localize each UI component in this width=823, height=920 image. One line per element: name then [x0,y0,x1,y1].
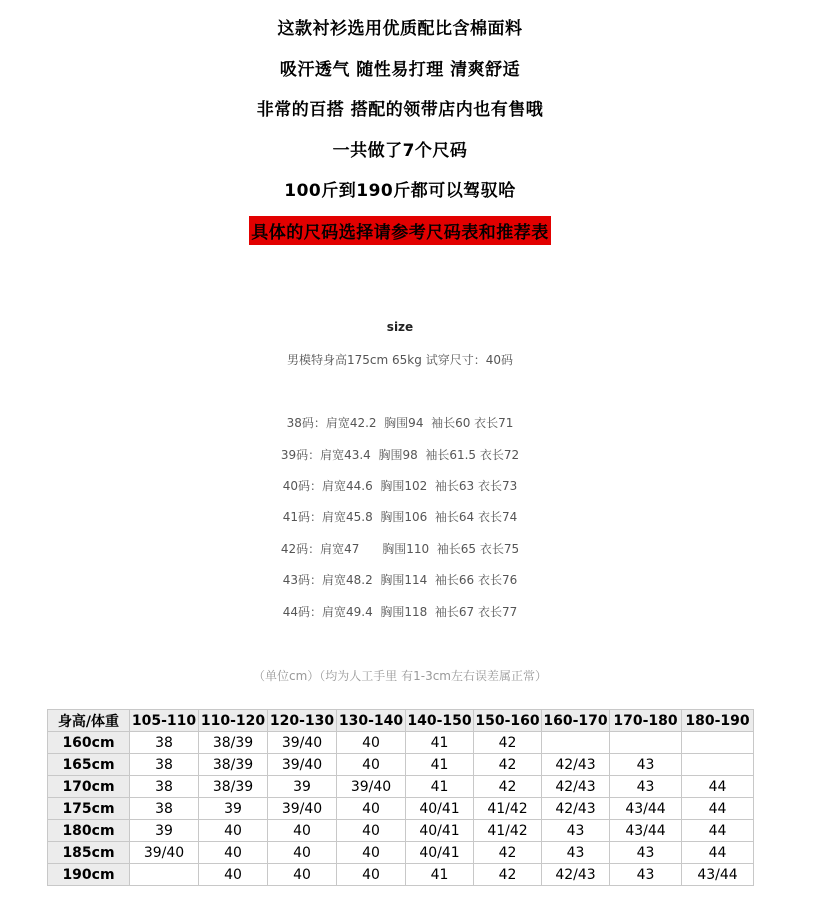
col-header: 120-130 [268,710,337,732]
table-cell: 40 [337,732,406,754]
table-cell: 42/43 [542,776,610,798]
row-header: 160cm [48,732,130,754]
table-cell: 38/39 [199,754,268,776]
table-cell: 39/40 [268,754,337,776]
table-cell: 41 [406,776,474,798]
table-cell: 39/40 [268,732,337,754]
table-cell: 40 [337,842,406,864]
table-cell: 40 [268,820,337,842]
table-cell: 40 [199,842,268,864]
table-cell [682,754,754,776]
col-header: 130-140 [337,710,406,732]
table-cell: 38 [130,798,199,820]
table-corner: 身高/体重 [48,710,130,732]
col-header: 110-120 [199,710,268,732]
row-header: 185cm [48,842,130,864]
size-row-40: 40码：肩宽44.6 胸围102 袖长63 衣长73 [282,479,518,493]
table-cell: 43 [610,754,682,776]
table-cell: 38/39 [199,776,268,798]
table-row [48,754,754,776]
intro-line-2: 吸汗透气 随性易打理 清爽舒适 [279,60,521,80]
col-header: 180-190 [682,710,754,732]
table-cell: 40 [337,754,406,776]
table-cell [130,864,199,886]
table-cell: 41 [406,732,474,754]
table-row [48,798,754,820]
table-cell: 44 [682,776,754,798]
table-cell: 39 [199,798,268,820]
table-cell: 43 [610,842,682,864]
table-row [48,732,754,754]
row-header: 175cm [48,798,130,820]
table-row [48,842,754,864]
table-cell: 41/42 [474,798,542,820]
table-cell [610,732,682,754]
table-cell [682,732,754,754]
table-cell: 40 [199,864,268,886]
table-cell: 40 [337,798,406,820]
size-row-44: 44码：肩宽49.4 胸围118 袖长67 衣长77 [282,605,518,619]
table-cell: 39 [130,820,199,842]
row-header: 165cm [48,754,130,776]
table-cell: 44 [682,798,754,820]
measurement-note: （单位cm）（均为人工手里 有1-3cm左右误差属正常） [253,669,547,683]
recommend-table [47,709,754,886]
table-cell: 41 [406,754,474,776]
col-header: 170-180 [610,710,682,732]
table-cell: 43/44 [610,820,682,842]
size-row-38: 38码：肩宽42.2 胸围94 袖长60 衣长71 [286,416,514,430]
table-cell: 44 [682,820,754,842]
table-cell: 38 [130,732,199,754]
table-cell: 43 [610,776,682,798]
table-cell: 42/43 [542,754,610,776]
table-cell: 40/41 [406,798,474,820]
col-header: 105-110 [130,710,199,732]
size-row-42: 42码：肩宽47 胸围110 袖长65 衣长75 [280,542,520,556]
table-cell: 40/41 [406,820,474,842]
size-row-39: 39码：肩宽43.4 胸围98 袖长61.5 衣长72 [280,448,520,462]
table-cell: 39/40 [130,842,199,864]
table-cell: 38 [130,754,199,776]
table-cell: 41 [406,864,474,886]
table-cell: 42/43 [542,864,610,886]
table-cell: 40 [268,842,337,864]
model-info: 男模特身高175cm 65kg 试穿尺寸：40码 [287,353,513,367]
table-cell: 40 [199,820,268,842]
intro-line-5: 100斤到190斤都可以驾驭哈 [284,181,516,201]
table-cell: 44 [682,842,754,864]
table-cell: 43/44 [682,864,754,886]
table-cell: 39/40 [268,798,337,820]
intro-line-1: 这款衬衫选用优质配比含棉面料 [277,19,523,39]
row-header: 190cm [48,864,130,886]
table-cell: 38/39 [199,732,268,754]
table-cell: 42 [474,842,542,864]
row-header: 170cm [48,776,130,798]
table-row [48,776,754,798]
table-cell: 43 [542,842,610,864]
table-cell: 38 [130,776,199,798]
table-cell: 39/40 [337,776,406,798]
col-header: 140-150 [406,710,474,732]
table-row [48,820,754,842]
size-title: size [386,320,414,334]
table-cell: 40 [337,820,406,842]
table-cell: 43 [610,864,682,886]
table-header-row [48,710,754,732]
table-cell: 40/41 [406,842,474,864]
col-header: 160-170 [542,710,610,732]
table-cell: 42 [474,776,542,798]
size-row-43: 43码：肩宽48.2 胸围114 袖长66 衣长76 [282,573,518,587]
intro-line-4: 一共做了7个尺码 [332,141,468,161]
col-header: 150-160 [474,710,542,732]
table-cell: 39 [268,776,337,798]
table-cell: 42/43 [542,798,610,820]
table-cell: 42 [474,754,542,776]
row-header: 180cm [48,820,130,842]
table-cell: 40 [268,864,337,886]
highlight-line: 具体的尺码选择请参考尺码表和推荐表 [249,216,551,245]
table-row [48,864,754,886]
table-cell: 41/42 [474,820,542,842]
size-row-41: 41码：肩宽45.8 胸围106 袖长64 衣长74 [282,510,518,524]
table-cell: 42 [474,864,542,886]
table-cell: 43 [542,820,610,842]
table-cell: 40 [337,864,406,886]
table-cell: 43/44 [610,798,682,820]
intro-line-3: 非常的百搭 搭配的领带店内也有售哦 [256,100,544,120]
table-cell: 42 [474,732,542,754]
table-cell [542,732,610,754]
